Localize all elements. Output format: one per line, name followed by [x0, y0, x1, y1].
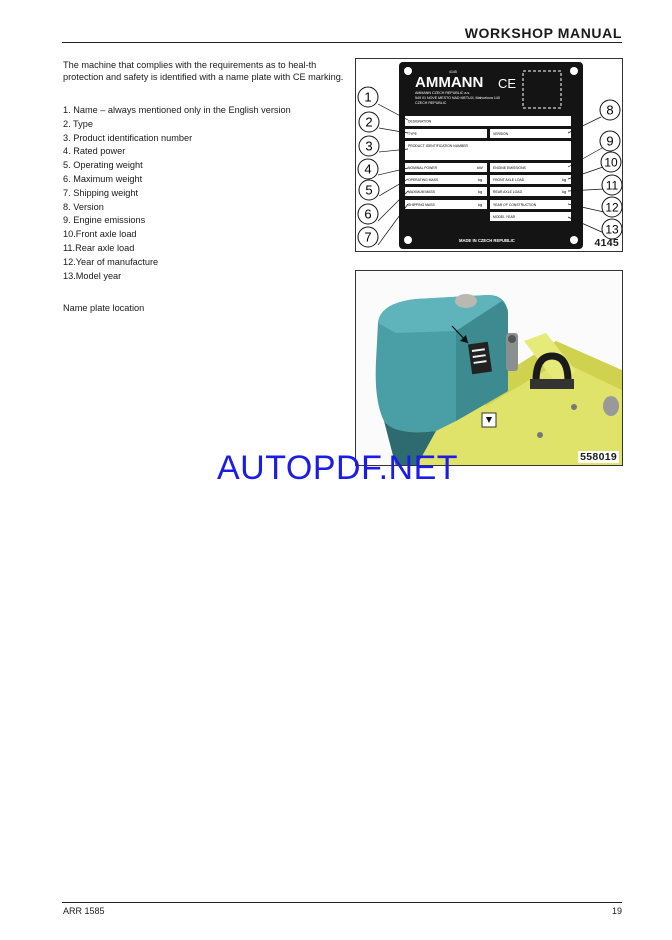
- page-header-title: WORKSHOP MANUAL: [464, 25, 622, 41]
- name-plate-items-list: [63, 104, 345, 283]
- list-item: 11.Rear axle load: [63, 242, 135, 253]
- callout-number: 12: [605, 200, 619, 215]
- footer-document-code: ARR 1585: [63, 906, 105, 916]
- name-plate-figure: [355, 58, 623, 252]
- plate-brand: AMMANN: [415, 74, 484, 91]
- ce-mark: CE: [498, 76, 517, 91]
- callout-number: 9: [606, 133, 614, 149]
- plate-unit: kW: [477, 165, 483, 170]
- callout-number: 8: [606, 102, 614, 118]
- plate-field-label: ENGINE EMISSIONS: [493, 166, 526, 170]
- figure-number: 558019: [580, 451, 617, 463]
- list-item: 8. Version: [63, 201, 104, 212]
- plate-company-line: 549 01 NOVE MESTO NAD METUJI, Mahcelova 140: [415, 96, 500, 100]
- dome-light: [455, 294, 477, 308]
- plate-field: [405, 129, 487, 138]
- list-item: 4. Rated power: [63, 146, 126, 157]
- callout-number: 3: [365, 138, 373, 154]
- name-plate-location-label: Name plate location: [63, 303, 145, 313]
- rivet-icon: [404, 236, 412, 244]
- list-item: 10.Front axle load: [63, 229, 137, 240]
- plate-field-label: FRONT AXLE LOAD: [493, 178, 525, 182]
- plate-field-label: OPERATING MASS: [408, 178, 439, 182]
- list-item: 9. Engine emissions: [63, 215, 146, 226]
- plate-unit: kg: [562, 189, 567, 194]
- plate-small-code: 4145: [449, 70, 457, 74]
- list-item: 6. Maximum weight: [63, 173, 143, 184]
- callout-number: 13: [605, 222, 619, 237]
- list-item: 2. Type: [63, 118, 93, 129]
- callout-number: 1: [364, 89, 372, 105]
- plate-field-label: PRODUCT IDENTIFICATION NUMBER: [408, 144, 468, 148]
- watermark-text: AUTOPDF.NET: [217, 449, 459, 487]
- plate-field-label: VERSION: [493, 132, 509, 136]
- list-item: 3. Product identification number: [63, 132, 193, 143]
- callout-number: 7: [364, 229, 372, 245]
- callout-number: 11: [605, 178, 619, 193]
- plate-field-label: DESIGNATION: [408, 119, 432, 124]
- rivet-icon: [570, 67, 578, 75]
- list-item: 13.Model year: [63, 270, 122, 281]
- plate-made-in: MADE IN CZECH REPUBLIC: [459, 238, 515, 243]
- header-rule: [62, 42, 622, 43]
- list-item: 5. Operating weight: [63, 160, 143, 171]
- plate-unit: kg: [478, 177, 483, 182]
- rivet-icon: [570, 236, 578, 244]
- name-plate-location-photo: [355, 270, 623, 466]
- plate-field-label: TYPE: [408, 132, 417, 136]
- callout-number: 6: [364, 206, 372, 222]
- plate-field-label: MAXIMUM MASS: [408, 190, 435, 194]
- plate-unit: kg: [478, 189, 483, 194]
- name-plate-on-machine: [468, 342, 492, 374]
- plate-field-label: REAR AXLE LOAD: [493, 190, 523, 194]
- list-item: 12.Year of manufacture: [63, 256, 159, 267]
- plate-unit: kg: [478, 202, 483, 207]
- plate-company-line: CZECH REPUBLIC: [415, 101, 447, 105]
- figure-number: 4145: [594, 237, 619, 249]
- name-plate-drawing: [356, 59, 623, 252]
- plate-field-label: MODEL YEAR: [493, 215, 516, 219]
- callout-number: 5: [365, 182, 373, 198]
- rivet-icon: [404, 67, 412, 75]
- callout-number: 2: [365, 114, 373, 130]
- plate-unit: kg: [562, 177, 567, 182]
- plate-field-label: NOMINAL POWER: [408, 166, 438, 170]
- list-item: 1. Name – always mentioned only in the English version: [63, 105, 291, 115]
- callout-number: 4: [364, 161, 372, 177]
- plate-company-line: AMMANN CZECH REPUBLIC a.s.: [415, 91, 471, 95]
- callout-number: 10: [604, 155, 618, 170]
- plate-field-label: YEAR OF CONSTRUCTION: [493, 203, 537, 207]
- plate-field-label: SHIPPING MASS: [408, 203, 435, 207]
- footer-page-number: 19: [611, 906, 622, 916]
- footer-rule: [62, 902, 622, 903]
- list-item: 7. Shipping weight: [63, 187, 139, 198]
- machine-illustration: [356, 271, 623, 466]
- intro-paragraph: The machine that complies with the requirements as to heal-th protection and safety is identified with a name plate with CE marking.: [63, 60, 344, 83]
